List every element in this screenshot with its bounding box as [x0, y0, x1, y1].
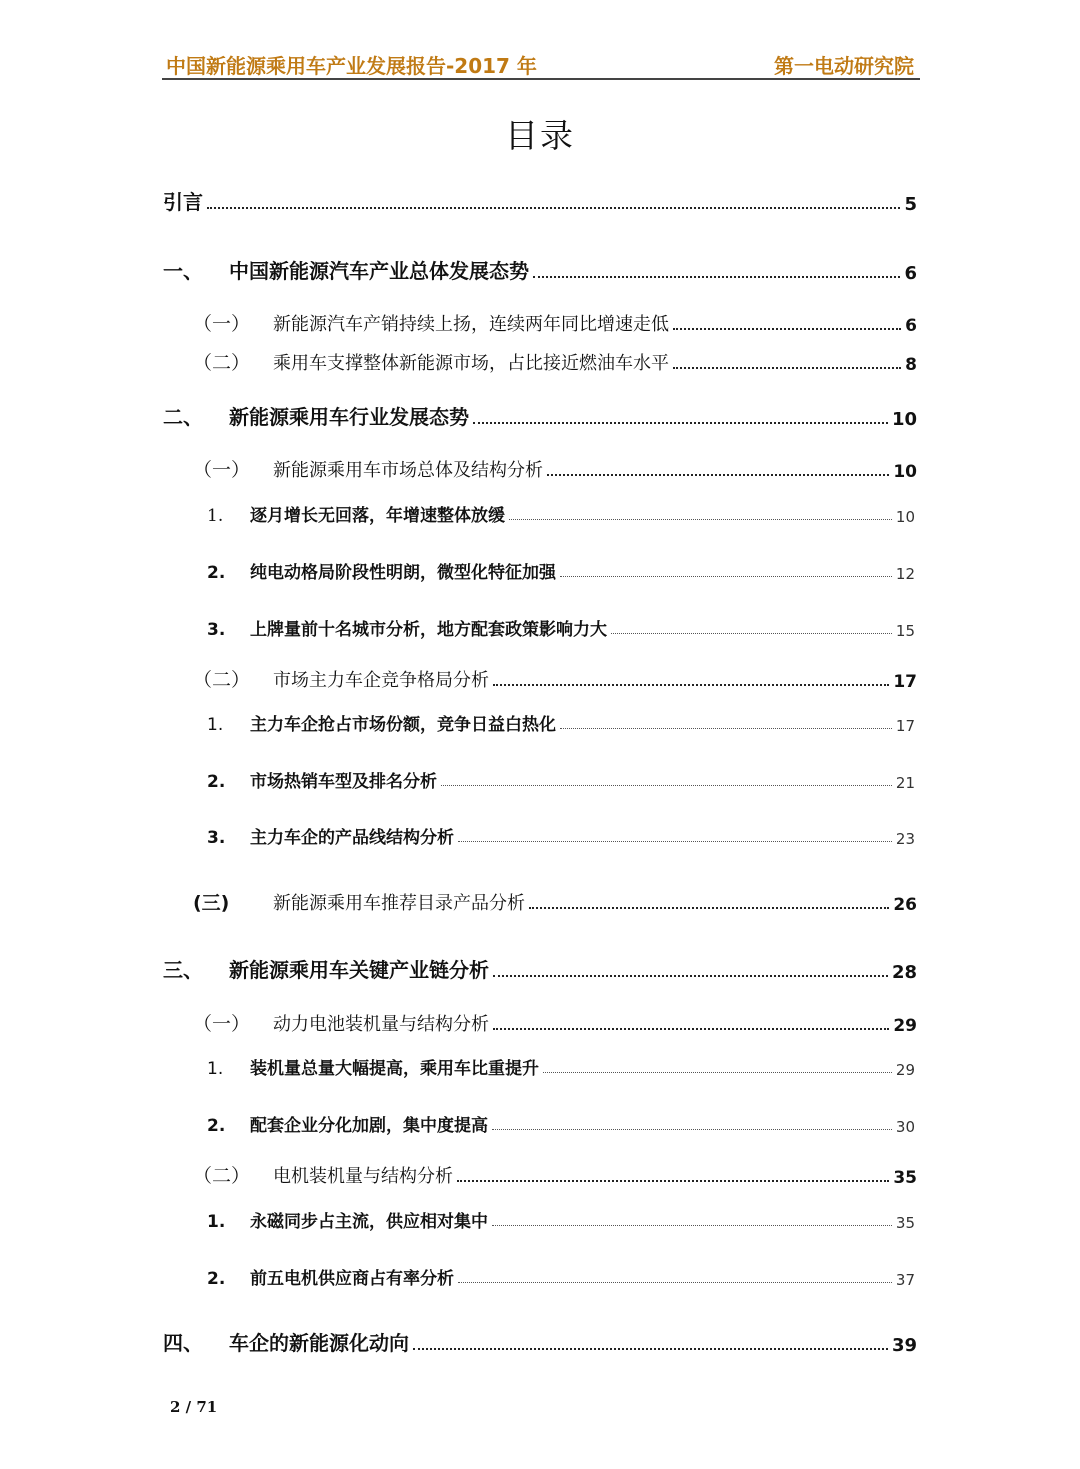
toc-page-number: 39 — [891, 1335, 917, 1356]
toc-entry-section[interactable] — [193, 1158, 917, 1188]
toc-entry-marker: 1. — [207, 506, 224, 526]
toc-leader-dots — [458, 841, 892, 842]
toc-leader-dots — [207, 207, 900, 209]
toc-entry-marker: (三) — [193, 892, 230, 914]
toc-leader-dots — [673, 367, 901, 369]
toc-entry-chapter[interactable] — [163, 953, 917, 983]
toc-entry-section[interactable] — [193, 306, 917, 336]
toc-leader-dots — [673, 328, 901, 330]
toc-page-number: 10 — [891, 409, 917, 430]
toc-leader-dots — [611, 633, 892, 634]
toc-entry-label: 引言 — [163, 190, 203, 214]
toc-entry-subsection[interactable] — [207, 762, 915, 792]
report-title: 中国新能源乘用车产业发展报告-2017 年 — [166, 54, 537, 78]
toc-entry-label: 新能源乘用车关键产业链分析 — [229, 958, 489, 982]
toc-entry-marker: 2. — [207, 772, 226, 792]
toc-entry-label: 主力车企的产品线结构分析 — [250, 828, 454, 848]
toc-leader-dots — [413, 1348, 888, 1350]
toc-entry-label: 新能源汽车产销持续上扬，连续两年同比增速走低 — [273, 314, 669, 335]
toc-entry-label: 纯电动格局阶段性明朗，微型化特征加强 — [250, 563, 556, 583]
toc-leader-dots — [441, 785, 892, 786]
toc-page-number: 26 — [893, 895, 917, 915]
toc-entry-label: 车企的新能源化动向 — [229, 1331, 409, 1355]
toc-entry-section[interactable] — [193, 885, 917, 915]
toc-page-number: 5 — [904, 194, 917, 215]
toc-page-number: 29 — [893, 1016, 917, 1036]
toc-entry-marker: （二） — [193, 352, 251, 374]
toc-page-number: 17 — [893, 672, 917, 692]
page-number-footer: 2 / 71 — [170, 1398, 218, 1416]
toc-entry-label: 市场主力车企竞争格局分析 — [273, 670, 489, 691]
toc-entry-marker: （一） — [193, 459, 251, 481]
toc-entry-subsection[interactable] — [207, 818, 915, 848]
toc-entry-marker: 三、 — [163, 958, 203, 982]
toc-entry-chapter[interactable] — [163, 400, 917, 430]
toc-entry-label: 逐月增长无回落，年增速整体放缓 — [250, 506, 505, 526]
toc-leader-dots — [543, 1072, 892, 1073]
toc-leader-dots — [560, 576, 892, 577]
toc-leader-dots — [457, 1180, 889, 1182]
toc-entry-label: 乘用车支撑整体新能源市场，占比接近燃油车水平 — [273, 353, 669, 374]
toc-entry-marker: 3. — [207, 620, 226, 640]
toc-entry-label: 中国新能源汽车产业总体发展态势 — [229, 259, 529, 283]
toc-entry-marker: 1. — [207, 1059, 224, 1079]
toc-leader-dots — [492, 1225, 892, 1226]
toc-page-number: 10 — [893, 462, 917, 482]
toc-entry-intro[interactable] — [163, 185, 917, 215]
toc-entry-label: 上牌量前十名城市分析，地方配套政策影响力大 — [250, 620, 607, 640]
toc-entry-marker: （一） — [193, 1013, 251, 1035]
toc-page-number: 15 — [895, 622, 915, 640]
toc-page-number: 37 — [895, 1271, 915, 1289]
toc-leader-dots — [493, 684, 889, 686]
toc-page-number: 12 — [895, 565, 915, 583]
toc-leader-dots — [473, 422, 888, 424]
toc-entry-marker: 1. — [207, 715, 224, 735]
toc-page-number: 10 — [895, 508, 915, 526]
toc-leader-dots — [547, 474, 889, 476]
toc-entry-subsection[interactable] — [207, 705, 915, 735]
toc-entry-chapter[interactable] — [163, 1326, 917, 1356]
toc-entry-label: 市场热销车型及排名分析 — [250, 772, 437, 792]
toc-entry-label: 永磁同步占主流，供应相对集中 — [250, 1212, 488, 1232]
toc-page-number: 6 — [904, 263, 917, 284]
toc-entry-marker: 四、 — [163, 1331, 203, 1355]
publisher-name: 第一电动研究院 — [774, 54, 914, 78]
toc-entry-marker: 二、 — [163, 405, 203, 429]
toc-page-number: 28 — [891, 962, 917, 983]
toc-entry-subsection[interactable] — [207, 1049, 915, 1079]
toc-leader-dots — [533, 276, 900, 278]
toc-entry-subsection[interactable] — [207, 553, 915, 583]
toc-entry-marker: 一、 — [163, 259, 203, 283]
toc-entry-label: 新能源乘用车行业发展态势 — [229, 405, 469, 429]
toc-leader-dots — [493, 975, 888, 977]
toc-entry-section[interactable] — [193, 1006, 917, 1036]
toc-entry-section[interactable] — [193, 662, 917, 692]
toc-page-number: 6 — [905, 316, 917, 336]
toc-entry-label: 配套企业分化加剧，集中度提高 — [250, 1116, 488, 1136]
toc-page-number: 17 — [895, 717, 915, 735]
toc-entry-section[interactable] — [193, 452, 917, 482]
toc-entry-section[interactable] — [193, 345, 917, 375]
toc-page-number: 23 — [895, 830, 915, 848]
toc-entry-marker: （二） — [193, 669, 251, 691]
toc-entry-subsection[interactable] — [207, 1202, 915, 1232]
toc-page-number: 29 — [895, 1061, 915, 1079]
toc-entry-marker: 2. — [207, 1116, 226, 1136]
toc-leader-dots — [492, 1129, 892, 1130]
toc-entry-marker: （一） — [193, 313, 251, 335]
toc-entry-label: 主力车企抢占市场份额，竞争日益白热化 — [250, 715, 556, 735]
toc-entry-marker: 2. — [207, 563, 226, 583]
toc-leader-dots — [493, 1028, 889, 1030]
toc-page-number: 8 — [905, 355, 917, 375]
toc-entry-label: 电机装机量与结构分析 — [273, 1166, 453, 1187]
toc-entry-marker: 2. — [207, 1269, 226, 1289]
toc-leader-dots — [560, 728, 892, 729]
toc-entry-subsection[interactable] — [207, 1259, 915, 1289]
toc-entry-subsection[interactable] — [207, 1106, 915, 1136]
toc-entry-label: 前五电机供应商占有率分析 — [250, 1269, 454, 1289]
toc-entry-chapter[interactable] — [163, 254, 917, 284]
toc-entry-label: 装机量总量大幅提高，乘用车比重提升 — [250, 1059, 539, 1079]
toc-page-number: 21 — [895, 774, 915, 792]
toc-entry-marker: 3. — [207, 828, 226, 848]
toc-leader-dots — [458, 1282, 892, 1283]
toc-entry-subsection[interactable] — [207, 496, 915, 526]
toc-page-number: 30 — [895, 1118, 915, 1136]
toc-page-number: 35 — [895, 1214, 915, 1232]
toc-entry-marker: 1. — [207, 1212, 226, 1232]
toc-entry-subsection[interactable] — [207, 610, 915, 640]
toc-page-number: 35 — [893, 1168, 917, 1188]
toc-leader-dots — [529, 907, 889, 909]
toc-entry-marker: （二） — [193, 1165, 251, 1187]
toc-entry-label: 新能源乘用车推荐目录产品分析 — [273, 893, 525, 914]
toc-entry-label: 新能源乘用车市场总体及结构分析 — [273, 460, 543, 481]
toc-title: 目录 — [505, 116, 575, 155]
toc-leader-dots — [509, 519, 892, 520]
toc-entry-label: 动力电池装机量与结构分析 — [273, 1014, 489, 1035]
